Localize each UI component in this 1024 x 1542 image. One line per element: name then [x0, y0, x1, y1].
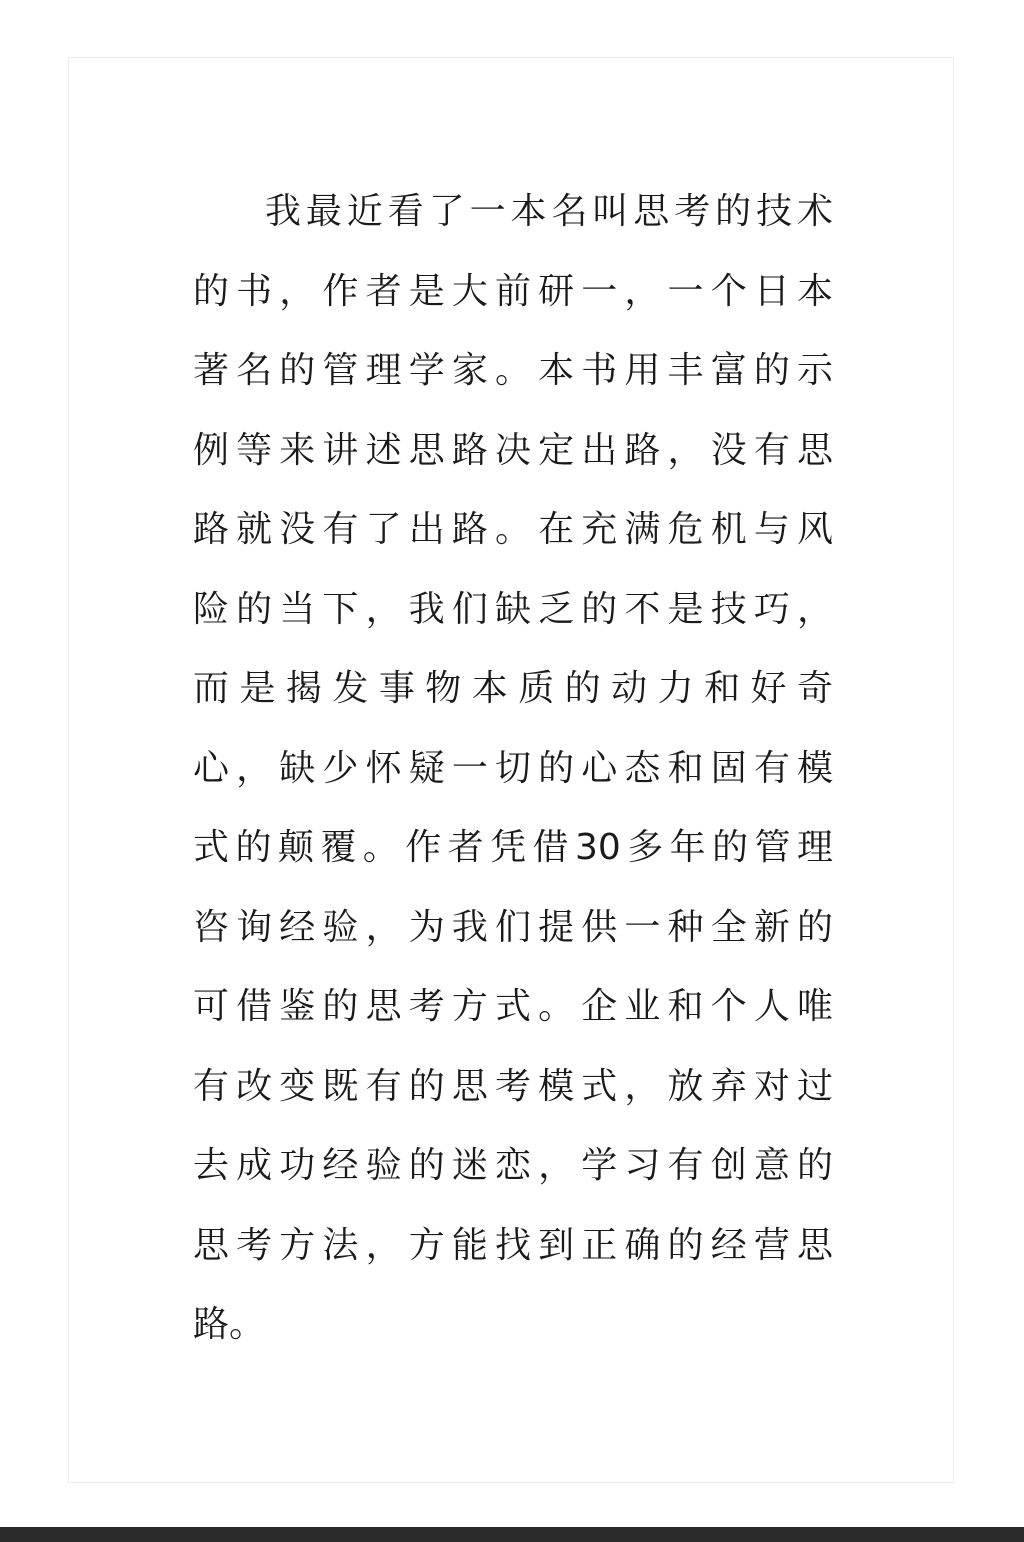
article-line: 路就没有了出路。在充满危机与风: [193, 509, 833, 550]
article-line: 去成功经验的迷恋，学习有创意的: [193, 1145, 833, 1186]
article-line: 的书，作者是大前研一，一个日本: [193, 270, 833, 312]
article-body: [193, 172, 833, 1365]
article-line: 著名的管理学家。本书用丰富的示: [193, 350, 833, 391]
article-line: 式的颠覆。作者凭借30多年的管理: [193, 827, 833, 868]
article-line: 可借鉴的思考方式。企业和个人唯: [193, 986, 833, 1027]
article-line: 路。: [193, 1304, 266, 1345]
article-line: 咨询经验，为我们提供一种全新的: [193, 906, 833, 948]
article-line: 而是揭发事物本质的动力和好奇: [193, 668, 833, 709]
article-line: 例等来讲述思路决定出路，没有思: [193, 429, 833, 471]
article-line: 有改变既有的思考模式，放弃对过: [193, 1065, 833, 1107]
article-line: 思考方法，方能找到正确的经营思: [193, 1224, 833, 1266]
article-line: 我最近看了一本名叫思考的技术: [265, 191, 833, 232]
article-line: 心，缺少怀疑一切的心态和固有模: [193, 747, 833, 789]
article-line: 险的当下，我们缺乏的不是技巧，: [193, 588, 833, 630]
bottom-bar: [0, 1527, 1024, 1542]
